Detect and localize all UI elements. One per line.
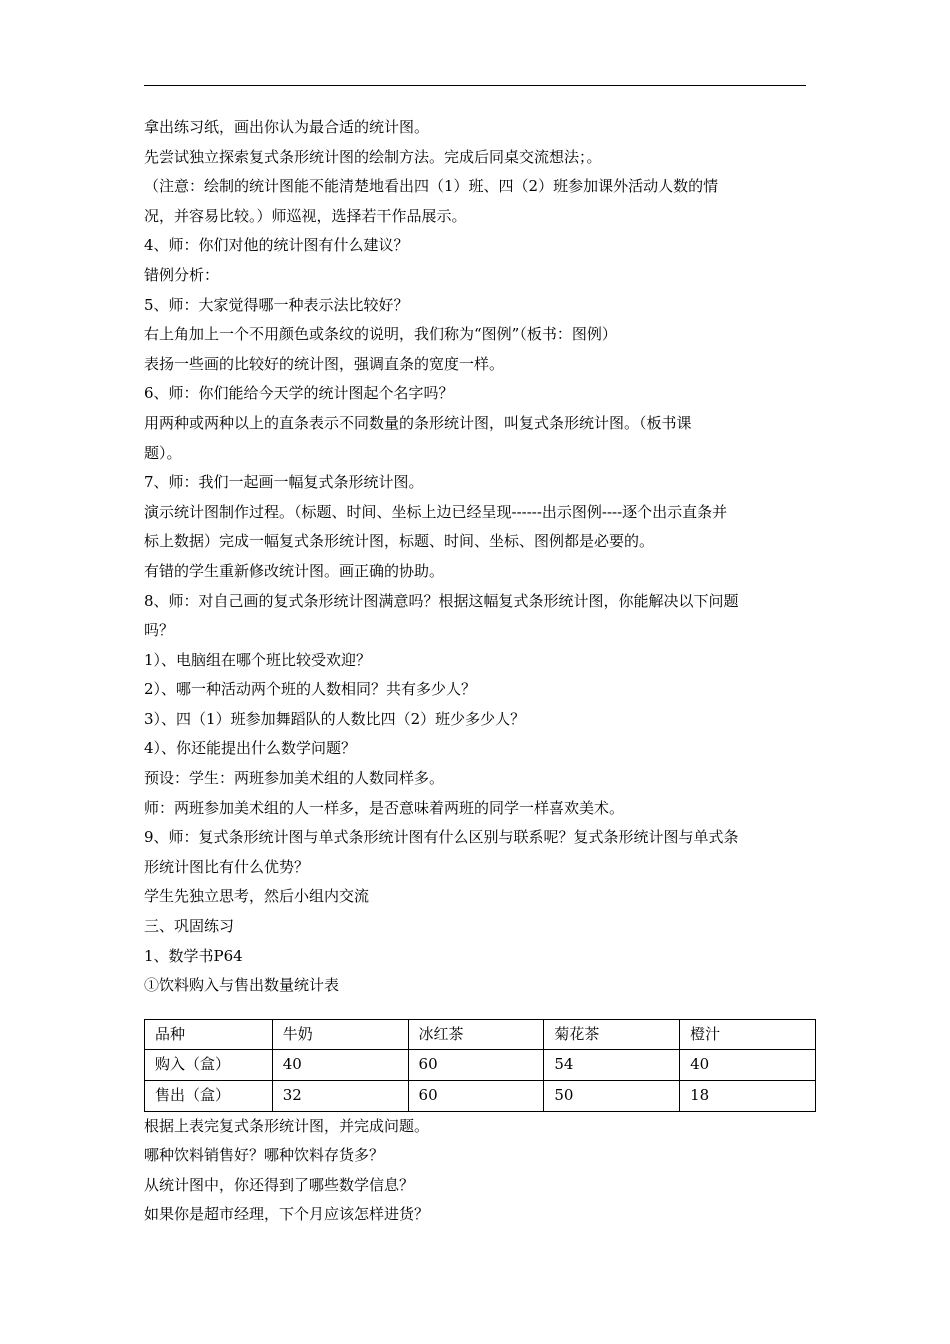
- paragraph-line: 6、师：你们能给今天学的统计图起个名字吗？: [144, 384, 454, 403]
- paragraph-line: 演示统计图制作过程。（标题、时间、坐标上边已经呈现------出示图例----逐个出示直条并: [144, 502, 728, 521]
- paragraph-line: 4、师：你们对他的统计图有什么建议？: [144, 236, 409, 255]
- paragraph-line: 从统计图中，你还得到了哪些数学信息？: [144, 1175, 415, 1194]
- table-cell: 售出（盒）: [145, 1081, 273, 1112]
- paragraph-line: 用两种或两种以上的直条表示不同数量的条形统计图，叫复式条形统计图。（板书课: [144, 413, 692, 432]
- table-header-cell: 冰红茶: [408, 1019, 544, 1050]
- paragraph-line: 学生先独立思考，然后小组内交流: [144, 887, 370, 906]
- paragraph-line: 吗？: [144, 621, 175, 640]
- paragraph-line: 先尝试独立探索复式条形统计图的绘制方法。完成后同桌交流想法；。: [144, 147, 602, 166]
- paragraph-line: 1、数学书P64: [144, 946, 243, 965]
- table-header-row: [145, 1019, 816, 1050]
- paragraph-line: 3）、四（1）班参加舞蹈队的人数比四（2）班少多少人？: [144, 709, 526, 728]
- table-header-cell: 牛奶: [272, 1019, 408, 1050]
- paragraph-line: 如果你是超市经理，下个月应该怎样进货？: [144, 1205, 430, 1224]
- paragraph-line: 拿出练习纸，画出你认为最合适的统计图。: [144, 118, 430, 136]
- paragraph-line: 根据上表完复式条形统计图，并完成问题。: [144, 1116, 430, 1135]
- paragraph-line: ①饮料购入与售出数量统计表: [144, 976, 340, 995]
- document-body: [144, 113, 809, 1230]
- paragraph-line: 有错的学生重新修改统计图。画正确的协助。: [144, 561, 445, 580]
- table-header-cell: 品种: [145, 1019, 273, 1050]
- table-header-cell: 橙汁: [680, 1019, 816, 1050]
- paragraphs-after: [144, 1112, 809, 1230]
- table-cell: 18: [680, 1081, 816, 1112]
- table-cell: 购入（盒）: [145, 1050, 273, 1081]
- paragraph-line: 预设：学生：两班参加美术组的人数同样多。: [144, 769, 445, 788]
- table-cell: 40: [680, 1050, 816, 1081]
- paragraph-line: 8、师：对自己画的复式条形统计图满意吗？根据这幅复式条形统计图，你能解决以下问题: [144, 591, 739, 610]
- paragraph-line: 4）、你还能提出什么数学问题？: [144, 739, 357, 758]
- table-gap: [144, 1001, 809, 1019]
- paragraphs-before: [144, 113, 809, 1001]
- paragraph-line: 5、师：大家觉得哪一种表示法比较好？: [144, 295, 409, 314]
- paragraph-line: 2）、哪一种活动两个班的人数相同？共有多少人？: [144, 680, 477, 699]
- paragraph-line: 表扬一些画的比较好的统计图，强调直条的宽度一样。: [144, 354, 505, 373]
- paragraph-line: 1）、电脑组在哪个班比较受欢迎？: [144, 650, 372, 669]
- paragraph-line: 形统计图比有什么优势？: [144, 857, 310, 876]
- paragraph-line: 哪种饮料销售好？哪种饮料存货多？: [144, 1146, 385, 1165]
- table-cell: 32: [272, 1081, 408, 1112]
- table-header-cell: 菊花茶: [544, 1019, 680, 1050]
- table-row: [145, 1050, 816, 1081]
- beverage-table: [144, 1019, 816, 1112]
- table-cell: 40: [272, 1050, 408, 1081]
- paragraph-line: 师：两班参加美术组的人一样多，是否意味着两班的同学一样喜欢美术。: [144, 798, 625, 817]
- paragraph-line: 7、师：我们一起画一幅复式条形统计图。: [144, 473, 424, 492]
- paragraph-line: 题）。: [144, 443, 182, 462]
- table-cell: 60: [408, 1081, 544, 1112]
- table-cell: 50: [544, 1081, 680, 1112]
- paragraph-line: 三、巩固练习: [144, 917, 235, 936]
- paragraph-line: 右上角加上一个不用颜色或条纹的说明，我们称为“图例”（板书：图例）: [144, 325, 617, 344]
- table-cell: 54: [544, 1050, 680, 1081]
- paragraph-line: 况，并容易比较。）师巡视，选择若干作品展示。: [144, 206, 467, 225]
- paragraph-line: 错例分析：: [144, 265, 220, 284]
- paragraph-line: （注意：绘制的统计图能不能清楚地看出四（1）班、四（2）班参加课外活动人数的情: [144, 177, 719, 196]
- header-rule: [144, 85, 806, 86]
- table-row: [145, 1081, 816, 1112]
- paragraph-line: 9、师：复式条形统计图与单式条形统计图有什么区别与联系呢？复式条形统计图与单式条: [144, 828, 739, 847]
- paragraph-line: 标上数据）完成一幅复式条形统计图，标题、时间、坐标、图例都是必要的。: [144, 532, 655, 551]
- table-cell: 60: [408, 1050, 544, 1081]
